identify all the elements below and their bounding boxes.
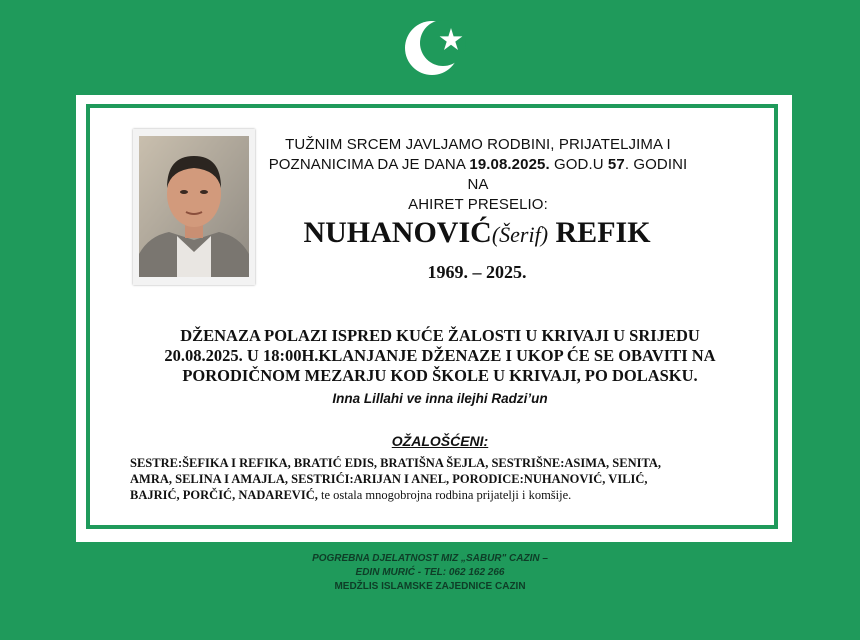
surname: NUHANOVIĆ xyxy=(303,216,492,249)
announcement-line-1: DŽENAZA POLAZI ISPRED KUĆE ŽALOSTI U KRIVAJI U SRIJEDU xyxy=(180,326,700,345)
footer-line-3: MEDŽLIS ISLAMSKE ZAJEDNICE CAZIN xyxy=(334,581,526,592)
age: 57 xyxy=(607,156,625,173)
life-years: 1969. – 2025. xyxy=(427,262,527,282)
announcement-line-3: PORODIČNOM MEZARJU KOD ŠKOLE U KRIVAJI, PO DOLASKU. xyxy=(182,366,698,385)
portrait-photo xyxy=(133,129,255,285)
mourners-list xyxy=(130,455,730,503)
intro-line-1: TUŽNIM SRCEM JAVLJAMO RODBINI, PRIJATELJIMA I xyxy=(285,136,671,153)
first-name: REFIK xyxy=(555,216,651,249)
intro-line-2-end: . GODINI NA xyxy=(467,156,688,193)
funeral-announcement xyxy=(120,326,760,386)
intro-line-2-mid: GOD.U xyxy=(549,156,608,173)
footer xyxy=(230,552,630,594)
death-date: 19.08.2025. xyxy=(469,156,550,173)
mourners-line-2: AMRA, SELINA I AMAJLA, SESTRIĆI:ARIJAN I ANEL, PORODICE:NUHANOVIĆ, VILIĆ, xyxy=(130,472,648,486)
nickname: (Šerif) xyxy=(491,222,549,247)
footer-line-1: POGREBNA DJELATNOST MIZ „SABUR" CAZIN – xyxy=(312,553,548,564)
intro-line-2-start: POZNANICIMA DA JE DANA xyxy=(268,156,470,173)
mourners-line-3-tail: te ostala mnogobrojna rodbina prijatelji i komšije. xyxy=(317,488,572,502)
intro-text xyxy=(258,135,698,215)
deceased-name xyxy=(262,216,692,250)
mourners-line-3 xyxy=(130,487,730,503)
mourners-line-3-start: BAJRIĆ, PORČIĆ, NADAREVIĆ, xyxy=(130,488,318,502)
mourners-title: OŽALOŠĆENI: xyxy=(391,433,489,449)
intro-line-3: AHIRET PRESELIO: xyxy=(408,196,548,213)
crescent-star-icon xyxy=(402,14,466,80)
footer-line-2: EDIN MURIĆ - TEL: 062 162 266 xyxy=(355,567,505,578)
announcement-line-2: 20.08.2025. U 18:00H.KLANJANJE DŽENAZE I UKOP ĆE SE OBAVITI NA xyxy=(164,346,716,365)
prayer-text: Inna Lillahi ve inna ilejhi Radzi’un xyxy=(332,391,548,406)
intro-line-2 xyxy=(258,155,698,195)
mourners-line-1: SESTRE:ŠEFIKA I REFIKA, BRATIĆ EDIS, BRATIŠNA ŠEJLA, SESTRIŠNE:ASIMA, SENITA, xyxy=(130,456,662,470)
